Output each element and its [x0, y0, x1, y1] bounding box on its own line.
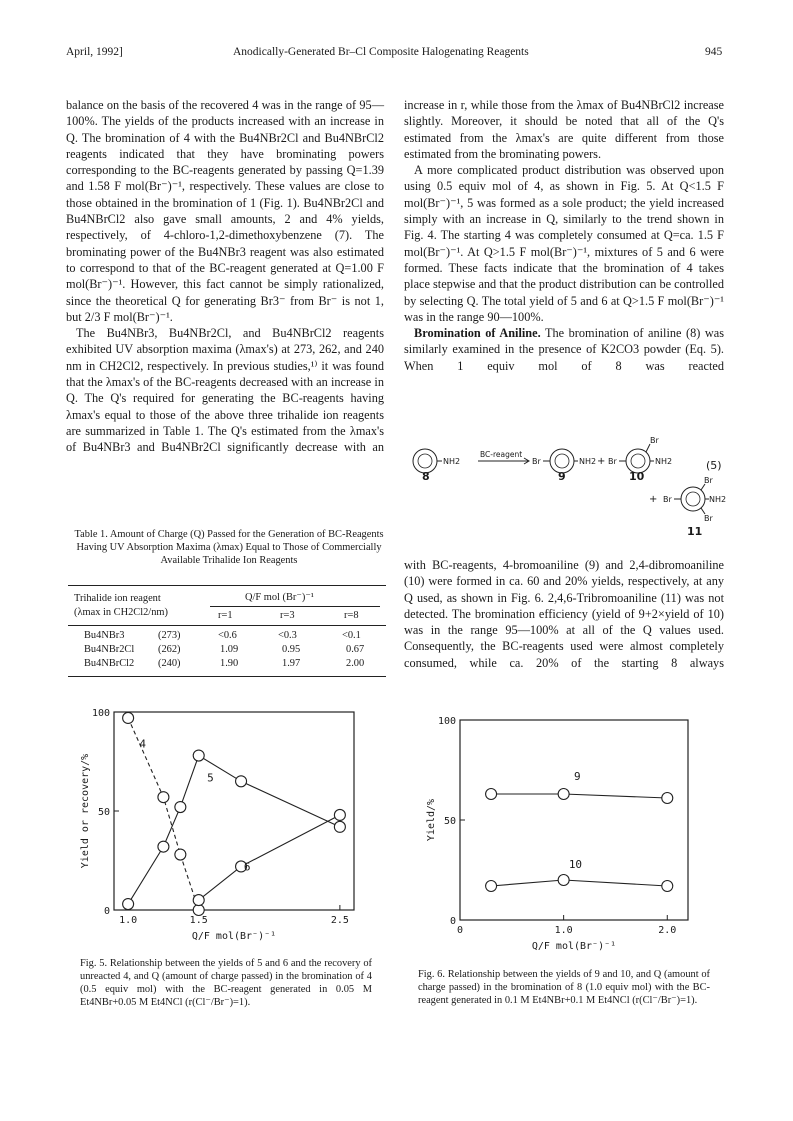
paragraph: [404, 325, 724, 374]
series-label-5: 5: [207, 771, 214, 785]
data-point-5: [175, 802, 186, 813]
plus-sign: +: [597, 456, 606, 467]
equation-number: (5): [706, 459, 722, 472]
data-point-10: [662, 881, 673, 892]
table-cell: 0.95: [282, 644, 301, 655]
fig6-chart: [404, 708, 704, 958]
left-column: [66, 97, 384, 456]
series-label-9: 9: [574, 770, 581, 783]
series-line-6: [199, 815, 340, 900]
aniline-structure: [413, 449, 460, 473]
data-point-9: [558, 789, 569, 800]
br-label: Br: [704, 514, 713, 523]
series-label-6: 6: [243, 860, 251, 874]
table-cell: 1.90: [220, 658, 239, 669]
table-header-reagent: Trihalide ion reagent: [74, 593, 161, 604]
x-tick-label: 1.0: [554, 925, 573, 936]
table-cell-reagent: Bu4NBr3: [84, 630, 125, 641]
data-point-6: [334, 809, 345, 820]
table-cell: 0.67: [346, 644, 365, 655]
table-cell: <0.3: [278, 630, 297, 641]
data-point-5: [334, 821, 345, 832]
y-axis-label: Yield or recovery/%: [80, 753, 91, 869]
reagent-label: BC-reagent: [480, 450, 523, 459]
y-axis-label: Yield/%: [426, 798, 437, 842]
data-point-5: [158, 841, 169, 852]
y-tick-label: 0: [449, 916, 456, 927]
data-point-4: [158, 792, 169, 803]
page-number: 945: [705, 46, 723, 58]
data-point-9: [486, 789, 497, 800]
tribromoaniline-structure: [663, 476, 726, 523]
plot-frame: [114, 712, 354, 910]
table-cell: 2.00: [346, 658, 365, 669]
running-header-date: April, 1992]: [66, 46, 123, 58]
x-axis-label: Q/F mol(Br⁻)⁻¹: [531, 941, 617, 952]
br-label: Br: [663, 495, 672, 504]
table-rule: [68, 625, 386, 626]
table-cell: 1.97: [282, 658, 301, 669]
fig6-caption: Fig. 6. Relationship between the yields of 9 and 10, and Q (amount of charge passed) in the bromination of 8 (1.0 equiv mol) with the BC-reagent generated in 0.1 M Et4NBr+0.1 M Et4NCl (r(Cl⁻/Br⁻)=1).: [418, 969, 710, 1006]
data-point-6: [193, 895, 204, 906]
table-cell-lambda: (262): [158, 644, 181, 655]
x-tick-label: 0: [456, 925, 464, 936]
x-tick-label: 1.0: [119, 915, 138, 926]
dibromoaniline-structure: [608, 436, 672, 473]
series-line-5: [128, 756, 340, 905]
compound-label: 9: [558, 470, 566, 483]
data-point-4: [175, 849, 186, 860]
data-point-9: [662, 793, 673, 804]
running-header-title: Anodically-Generated Br–Cl Composite Halogenating Reagents: [233, 46, 529, 58]
reaction-scheme: [404, 398, 729, 538]
series-label-4: 4: [139, 737, 147, 751]
compound-label: 8: [422, 470, 430, 483]
compound-label: 11: [687, 525, 703, 538]
fig5-chart: [62, 700, 362, 950]
nh2-label: NH2: [655, 457, 673, 466]
table-cell-lambda: (273): [158, 630, 181, 641]
table-header-q: Q/F mol (Br⁻)⁻¹: [245, 592, 314, 603]
data-point-5: [236, 776, 247, 787]
paragraph: A more complicated product distribution was observed upon using 0.5 equiv mol of 4, as shown in Fig. 5. At Q<1.5 F mol(Br⁻)⁻¹, 5 was formed as a sole product; the yield increased simply with an increase in Q, similarly to the trend shown in Fig. 4. The starting 4 was completely consumed at Q=ca. 1.5 F mol(Br⁻)⁻¹. At Q>1.5 F mol(Br⁻)⁻¹, mixtures of 5 and 6 were formed. These facts indicate that the bromination of 4 takes place stepwise and that the product distribution can be controlled by selecting Q. The total yield of 5 and 6 at Q>1.5 F mol(Br⁻)⁻¹ was in the range 90—100%.: [404, 163, 724, 324]
paragraph: with BC-reagents, 4-bromoaniline (9) and 2,4-dibromoaniline (10) were formed in ca. 60 and 20% yields, respectively, at any Q used, as shown in Fig. 6. 2,4,6-Tribromoaniline (11) was not detected. The bromination efficiency (yield of 9+2×yield of 10) was in the range 95—100% at all of the Q values used. Consequently, the BC-reagents used were almost completely consumed, while ca. 20% of the starting 8 always: [404, 558, 724, 670]
y-tick-label: 100: [437, 716, 456, 727]
table-cell-reagent: Bu4NBr2Cl: [84, 644, 135, 655]
br-label: Br: [650, 436, 659, 445]
x-axis-label: Q/F mol(Br⁻)⁻¹: [191, 931, 277, 942]
table-rule: [210, 606, 380, 607]
x-tick-label: 1.5: [189, 915, 208, 926]
compound-label: 10: [629, 470, 645, 483]
table-title: Table 1. Amount of Charge (Q) Passed for the Generation of BC-Reagents Having UV Absorption Maxima (λmax) Equal to Those of Commercially Available Trihalide Ion Reagents: [74, 529, 384, 566]
table-cell: 1.09: [220, 644, 239, 655]
table-cell-lambda: (240): [158, 658, 181, 669]
y-tick-label: 0: [103, 906, 110, 917]
data-point-4: [193, 905, 204, 916]
paragraph: The Bu4NBr3, Bu4NBr2Cl, and Bu4NBrCl2 reagents exhibited UV absorption maxima (λmax's) at 273, 262, and 240 nm in CH2Cl2, respectively. In previous studies,¹⁾ it was found that the λmax's of the BC-reagents decreased with an increase in Q. The Q's required for generating the BC-reagents having λmax's equal to those of the above three trihalide ion reagents are summarized in Table 1. The Q's estimated from the λmax's of Bu4NBr3 and Bu4NBr2Cl significantly decrease with an: [66, 326, 384, 455]
series-line-9: [491, 794, 667, 798]
data-point-10: [486, 881, 497, 892]
paragraph: balance on the basis of the recovered 4 was in the range of 95—100%. The yields of the products increased with an increase in Q. The bromination of 4 with the Bu4NBr2Cl and Bu4NBrCl2 reagents indicated that they have brominating powers corresponding to the BC-reagents generated by passing Q=1.39 and 1.58 F mol(Br⁻)⁻¹, respectively. These values are close to those obtained in the bromination of 1 (Fig. 1). Bu4NBr2Cl and Bu4NBrCl2 also gave small amounts, 2 and 4% yields, respectively, of 4-chloro-1,2-dimethoxybenzene (7). The brominating power of the Bu4NBr3 reagent was also estimated to correspond to that of the BC-reagent generated at Q=1.00 F mol(Br⁻)⁻¹. However, this fact cannot be simply rationalized, since the theoretical Q for generating Br3⁻ from Br⁻ is not 1, but 2/3 F mol(Br⁻)⁻¹.: [66, 98, 384, 324]
table-cell: <0.6: [218, 630, 237, 641]
table-1: [68, 585, 386, 680]
data-point-5: [193, 750, 204, 761]
fig5-caption: Fig. 5. Relationship between the yields of 5 and 6 and the recovery of unreacted 4, and Q (amount of charge passed) in the bromination of 4 (0.5 equiv mol) with the BC-reagent generated in 0.05 M Et4NBr+0.05 M Et4NCl (r(Cl⁻/Br⁻)=1).: [80, 958, 372, 1008]
paragraph-text: The bromination of aniline (8) was similarly examined in the presence of K2CO3 powder (Eq. 5). When 1 equiv mol of 8 was reacted: [404, 326, 724, 373]
series-line-10: [491, 880, 667, 886]
plus-sign: +: [649, 494, 658, 505]
br-label: Br: [608, 457, 617, 466]
br-label: Br: [704, 476, 713, 485]
table-header-r3: r=3: [280, 610, 295, 621]
table-cell: <0.1: [342, 630, 361, 641]
table-rule: [68, 676, 386, 677]
right-column: [404, 97, 724, 374]
nh2-label: NH2: [443, 457, 461, 466]
series-label-10: 10: [568, 858, 583, 871]
data-point-10: [558, 875, 569, 886]
table-header-lambda: (λmax in CH2Cl2/nm): [74, 607, 168, 618]
table-rule: [68, 585, 386, 586]
x-tick-label: 2.5: [330, 915, 349, 926]
y-tick-label: 50: [97, 807, 110, 818]
data-point-4: [123, 712, 134, 723]
x-tick-label: 2.0: [658, 925, 677, 936]
nh2-label: NH2: [709, 495, 727, 504]
paragraph: increase in r, while those from the λmax of Bu4NBrCl2 increase slightly. Moreover, it should be noted that all of the Q's estimated from the λmax's are quite different from those estimated from the brominating powers.: [404, 98, 724, 161]
right-column-continuation: [404, 557, 724, 671]
nh2-label: NH2: [579, 457, 597, 466]
table-header-r8: r=8: [344, 610, 359, 621]
section-heading: Bromination of Aniline.: [414, 326, 541, 341]
br-label: Br: [532, 457, 541, 466]
y-tick-label: 100: [91, 708, 110, 719]
y-tick-label: 50: [443, 816, 456, 827]
table-cell-reagent: Bu4NBrCl2: [84, 658, 135, 669]
table-header-r1: r=1: [218, 610, 233, 621]
data-point-5: [123, 899, 134, 910]
